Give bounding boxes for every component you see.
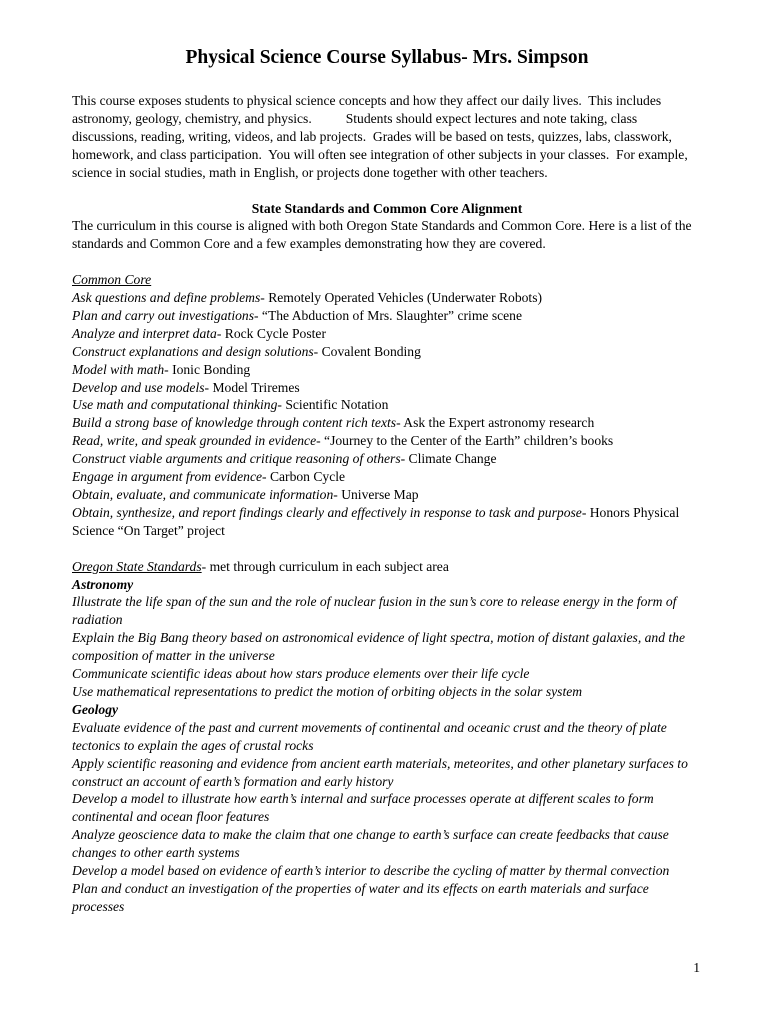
standard-item: Develop a model to illustrate how earth’s internal and surface processes operate at different scales to form continental and ocean floor features bbox=[72, 791, 654, 825]
common-core-item: Ask questions and define problems- Remotely Operated Vehicles (Underwater Robots) bbox=[72, 290, 543, 306]
spacer bbox=[72, 253, 702, 271]
astronomy-list bbox=[72, 593, 702, 700]
common-core-item: Obtain, evaluate, and communicate information- Universe Map bbox=[72, 487, 419, 503]
common-core-heading: Common Core bbox=[72, 272, 152, 288]
oregon-heading: Oregon State Standards- met through curriculum in each subject area bbox=[72, 558, 449, 574]
standard-item: Explain the Big Bang theory based on astronomical evidence of light spectra, motion of distant galaxies, and the composition of matter in the universe bbox=[72, 630, 686, 664]
common-core-item: Use math and computational thinking- Scientific Notation bbox=[72, 397, 389, 413]
common-core-item: Obtain, synthesize, and report findings clearly and effectively in response to task and purpose- Honors Physical Science “On Target” project bbox=[72, 504, 680, 538]
page-title: Physical Science Course Syllabus- Mrs. Simpson bbox=[185, 47, 589, 68]
standard-item: Apply scientific reasoning and evidence from ancient earth materials, meteorites, and other planetary surfaces to construct an account of earth’s formation and early history bbox=[72, 755, 688, 789]
page-number: 1 bbox=[693, 960, 700, 975]
spacer bbox=[72, 540, 702, 558]
astronomy-heading: Astronomy bbox=[72, 576, 134, 592]
standard-item: Develop a model based on evidence of earth’s interior to describe the cycling of matter by thermal convection bbox=[72, 863, 670, 879]
common-core-item: Build a strong base of knowledge through content rich texts- Ask the Expert astronomy research bbox=[72, 415, 595, 431]
standard-item: Communicate scientific ideas about how stars produce elements over their life cycle bbox=[72, 666, 530, 682]
standard-item: Plan and conduct an investigation of the properties of water and its effects on earth materials and surface processes bbox=[72, 880, 649, 914]
alignment-paragraph: The curriculum in this course is aligned with both Oregon State Standards and Common Core. Here is a list of the standards and Common Core and a few examples demonstrating how they are covered. bbox=[72, 218, 692, 252]
document-page bbox=[72, 46, 702, 916]
intro-paragraph: This course exposes students to physical science concepts and how they affect our daily lives. This includes astronomy, geology, chemistry, and physics. Students should expect lectures and note taking, class discussions, reading, writing, videos, and lab projects. Grades will be based on tests, quizzes, labs, classwork, homework, and class participation. You will often see integration of other subjects in your classes. For example, science in social studies, math in English, or projects done together with other teachers. bbox=[72, 93, 692, 180]
common-core-item: Develop and use models- Model Triremes bbox=[72, 379, 300, 395]
common-core-item: Analyze and interpret data- Rock Cycle Poster bbox=[72, 325, 326, 341]
standard-item: Evaluate evidence of the past and current movements of continental and oceanic crust and the theory of plate tectonics to explain the ages of crustal rocks bbox=[72, 719, 667, 753]
geology-list bbox=[72, 719, 702, 916]
common-core-item: Construct viable arguments and critique reasoning of others- Climate Change bbox=[72, 451, 497, 467]
standard-item: Analyze geoscience data to make the claim that one change to earth’s surface can create feedbacks that cause changes to other earth systems bbox=[72, 827, 669, 861]
common-core-item: Engage in argument from evidence- Carbon Cycle bbox=[72, 469, 346, 485]
alignment-heading: State Standards and Common Core Alignment bbox=[251, 200, 523, 216]
common-core-item: Plan and carry out investigations- “The Abduction of Mrs. Slaughter” crime scene bbox=[72, 307, 523, 323]
geology-heading: Geology bbox=[72, 701, 119, 717]
common-core-list bbox=[72, 289, 702, 540]
common-core-item: Construct explanations and design solutions- Covalent Bonding bbox=[72, 343, 421, 359]
standard-item: Illustrate the life span of the sun and the role of nuclear fusion in the sun’s core to release energy in the form of radiation bbox=[72, 594, 677, 628]
common-core-item: Model with math- Ionic Bonding bbox=[72, 361, 251, 377]
standard-item: Use mathematical representations to predict the motion of orbiting objects in the solar system bbox=[72, 683, 583, 699]
common-core-item: Read, write, and speak grounded in evidence- “Journey to the Center of the Earth” children’s books bbox=[72, 433, 614, 449]
